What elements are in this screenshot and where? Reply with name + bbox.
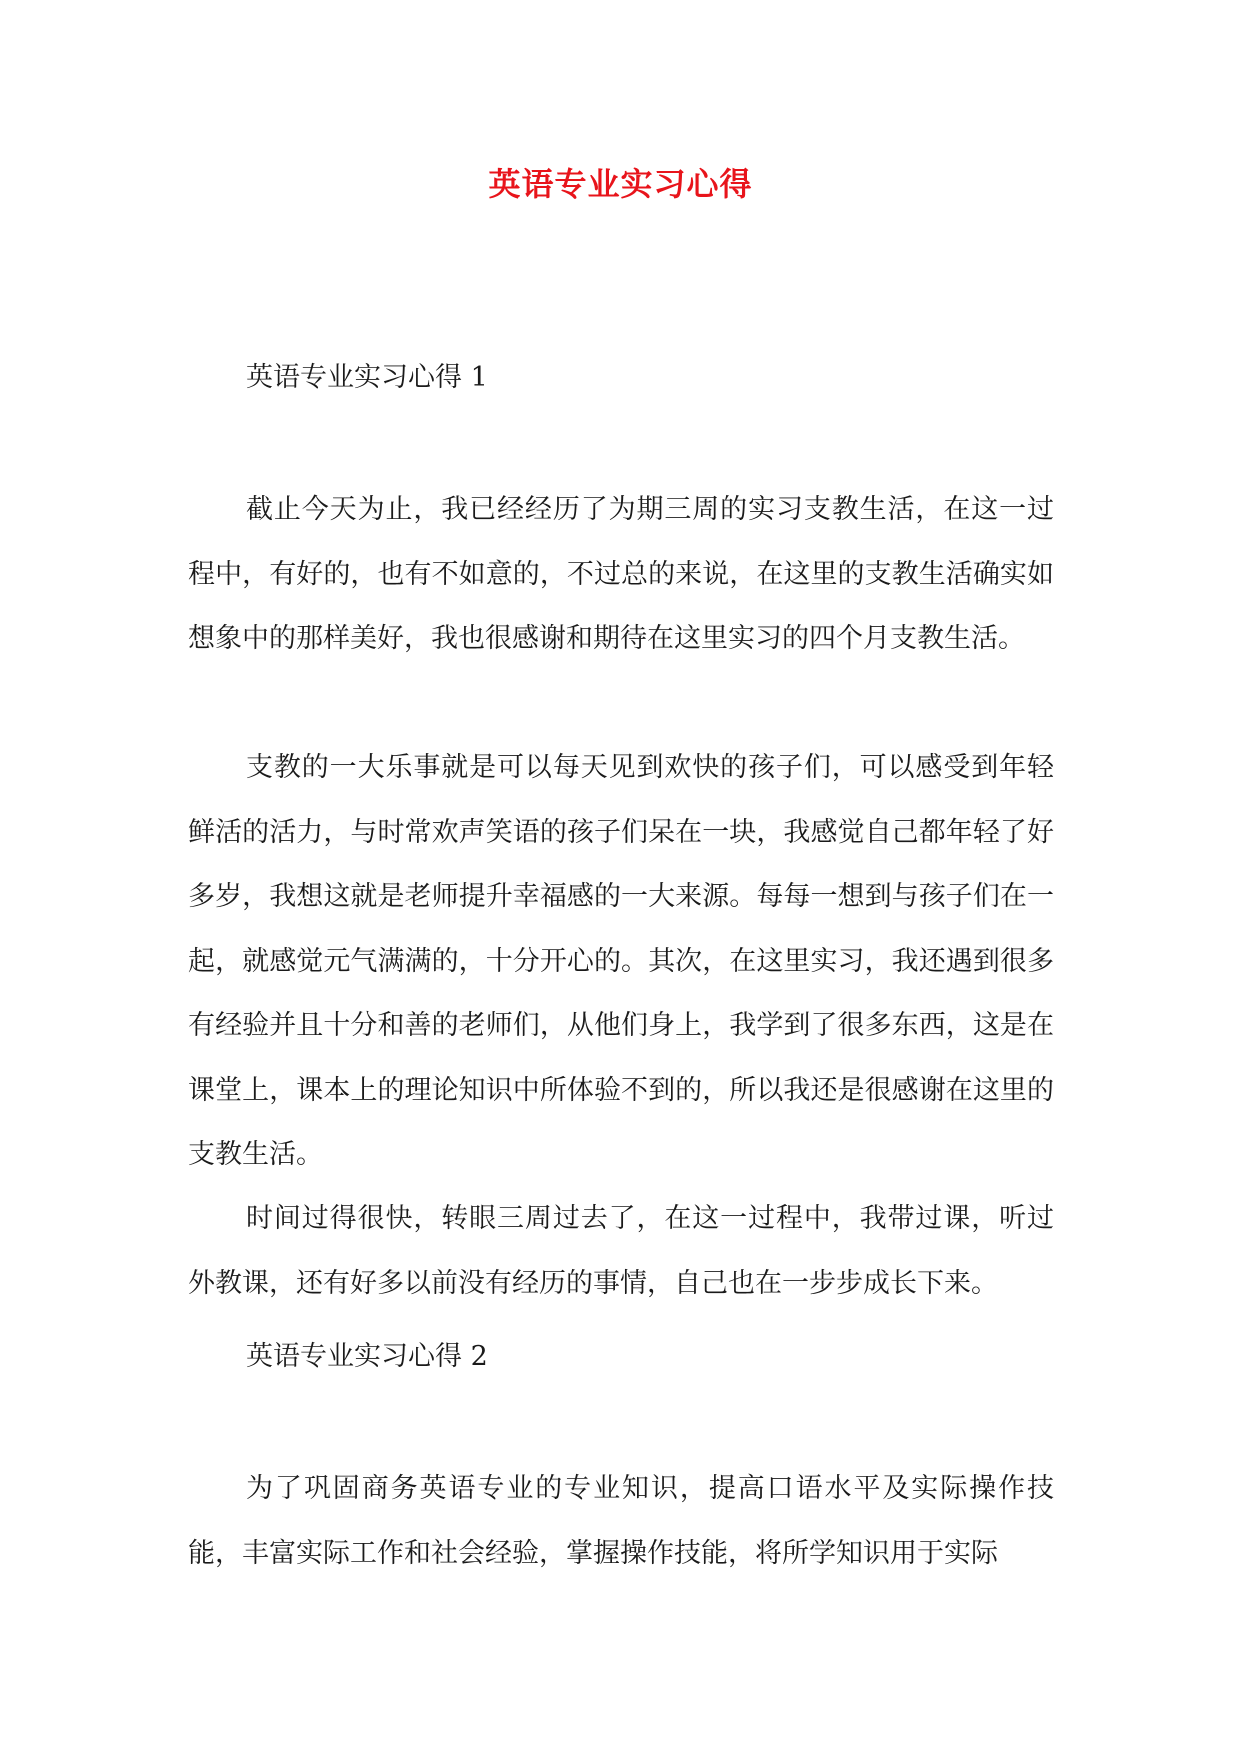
section-2-paragraph-1: 为了巩固商务英语专业的专业知识，提高口语水平及实际操作技能，丰富实际工作和社会经验，掌握操作技能，将所学知识用于实际 [188, 1473, 1054, 1569]
section-heading-1: 英语专业实习心得 1 [246, 362, 488, 393]
document-title: 英语专业实习心得 [488, 165, 753, 203]
section-1-paragraph-1: 截止今天为止，我已经经历了为期三周的实习支教生活，在这一过程中，有好的，也有不如意的，不过总的来说，在这里的支教生活确实如想象中的那样美好，我也很感谢和期待在这里实习的四个月支教生活。 [188, 494, 1054, 654]
section-heading-2: 英语专业实习心得 2 [246, 1341, 488, 1372]
section-1-paragraph-2: 支教的一大乐事就是可以每天见到欢快的孩子们，可以感受到年轻鲜活的活力，与时常欢声笑语的孩子们呆在一块，我感觉自己都年轻了好多岁，我想这就是老师提升幸福感的一大来源。每每一想到与孩子们在一起，就感觉元气满满的，十分开心的。其次，在这里实习，我还遇到很多有经验并且十分和善的老师们，从他们身上，我学到了很多东西，这是在课堂上，课本上的理论知识中所体验不到的，所以我还是很感谢在这里的支教生活。 [188, 752, 1054, 1170]
section-1-paragraph-3: 时间过得很快，转眼三周过去了，在这一过程中，我带过课，听过外教课，还有好多以前没有经历的事情，自己也在一步步成长下来。 [188, 1203, 1054, 1299]
